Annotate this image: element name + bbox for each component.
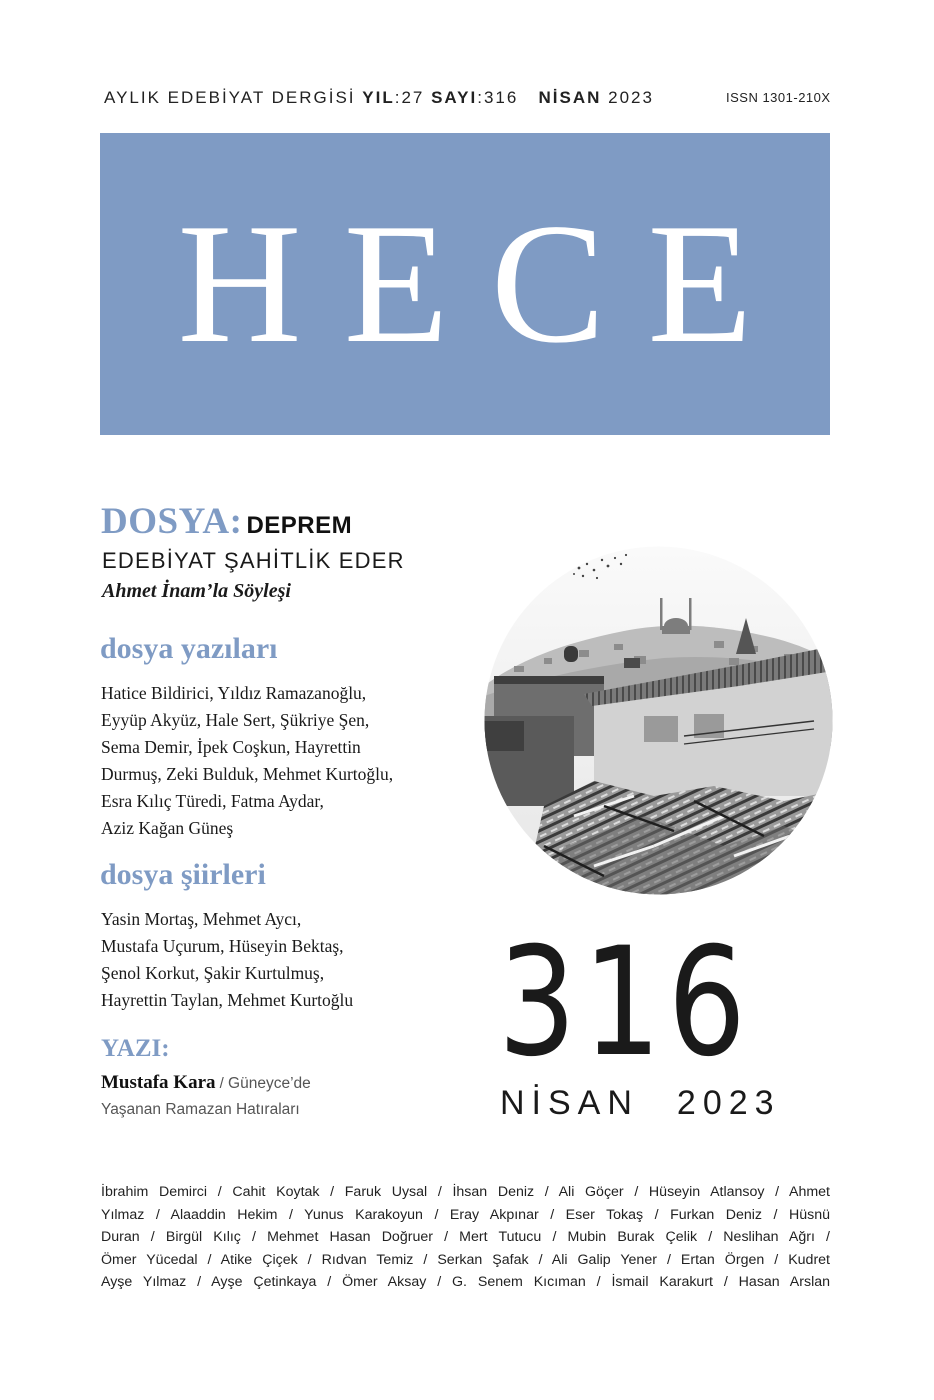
issn: ISSN 1301-210X (726, 90, 831, 105)
articles-authors (101, 680, 393, 842)
contributors-line: Ömer Yücedal / Atike Çiçek / Rıdvan Temiz / Serkan Şafak / Ali Galip Yener / Ertan Örgen / Kudret (101, 1251, 830, 1268)
contributors-line: Yılmaz / Alaaddin Hekim / Yunus Karakoyun / Eray Akpınar / Eser Tokaş / Furkan Deniz / Hüsnü (101, 1206, 830, 1223)
masthead-title: HECE (177, 189, 795, 379)
essay-line (101, 1072, 311, 1094)
poet-line: Şenol Korkut, Şakir Kurtulmuş, (101, 963, 325, 983)
poems-authors (101, 906, 353, 1014)
author-line: Aziz Kağan Güneş (101, 818, 234, 838)
essay-title-part1: Güneyce’de (228, 1075, 311, 1092)
masthead (100, 133, 830, 435)
essay-author: Mustafa Kara (101, 1072, 216, 1093)
dossier-subtitle: EDEBİYAT ŞAHİTLİK EDER (102, 548, 405, 573)
issue-label: SAYI (431, 88, 478, 107)
issue-value: :316 (477, 88, 519, 107)
year-value: :27 (394, 88, 425, 107)
issue-number: 316 (498, 916, 753, 1090)
poet-line: Yasin Mortaş, Mehmet Aycı, (101, 909, 302, 929)
author-line: Hatice Bildirici, Yıldız Ramazanoğlu, (101, 683, 367, 703)
issue-month: NİSAN (500, 1084, 639, 1122)
contributors-line: Ayşe Yılmaz / Ayşe Çetinkaya / Ömer Aksay / G. Senem Kıcıman / İsmail Karakurt / Hasan Arslan (101, 1274, 830, 1290)
dossier-interview: Ahmet İnam’la Söyleşi (102, 580, 291, 602)
contributors-line: İbrahim Demirci / Cahit Koytak / Faruk Uysal / İhsan Deniz / Ali Göçer / Hüseyin Atlansoy / Ahmet (101, 1184, 830, 1200)
contributors-line: Duran / Birgül Kılıç / Mehmet Hasan Doğruer / Mert Tutucu / Mubin Burak Çelik / Neslihan Ağrı / (101, 1229, 830, 1245)
dossier-topic: DEPREM (246, 512, 353, 539)
poems-title: dosya şiirleri (100, 858, 266, 891)
author-line: Esra Kılıç Türedi, Fatma Aydar, (101, 791, 324, 811)
essay-separator: / (215, 1075, 229, 1092)
essay-label: YAZI: (101, 1035, 170, 1062)
issue-date (500, 1084, 781, 1123)
magazine-type: AYLIK EDEBİYAT DERGİSİ (104, 88, 356, 107)
header-year: 2023 (608, 88, 654, 107)
issue-year: 2023 (676, 1084, 781, 1122)
earthquake-ruins-photo (484, 546, 833, 895)
dossier-label: DOSYA: (101, 501, 243, 542)
author-line: Sema Demir, İpek Coşkun, Hayrettin (101, 737, 361, 757)
poet-line: Hayrettin Taylan, Mehmet Kurtoğlu (101, 990, 354, 1010)
year-label: YIL (362, 88, 395, 107)
author-line: Eyyüp Akyüz, Hale Sert, Şükriye Şen, (101, 710, 370, 730)
author-line: Durmuş, Zeki Bulduk, Mehmet Kurtoğlu, (101, 764, 394, 784)
contributors-list (101, 1181, 830, 1294)
dossier-heading (101, 500, 352, 543)
poet-line: Mustafa Uçurum, Hüseyin Bektaş, (101, 936, 344, 956)
articles-title: dosya yazıları (100, 632, 278, 665)
header-line (104, 88, 654, 108)
essay-title-part2: Yaşanan Ramazan Hatıraları (101, 1101, 300, 1118)
header-month: NİSAN (538, 88, 602, 107)
